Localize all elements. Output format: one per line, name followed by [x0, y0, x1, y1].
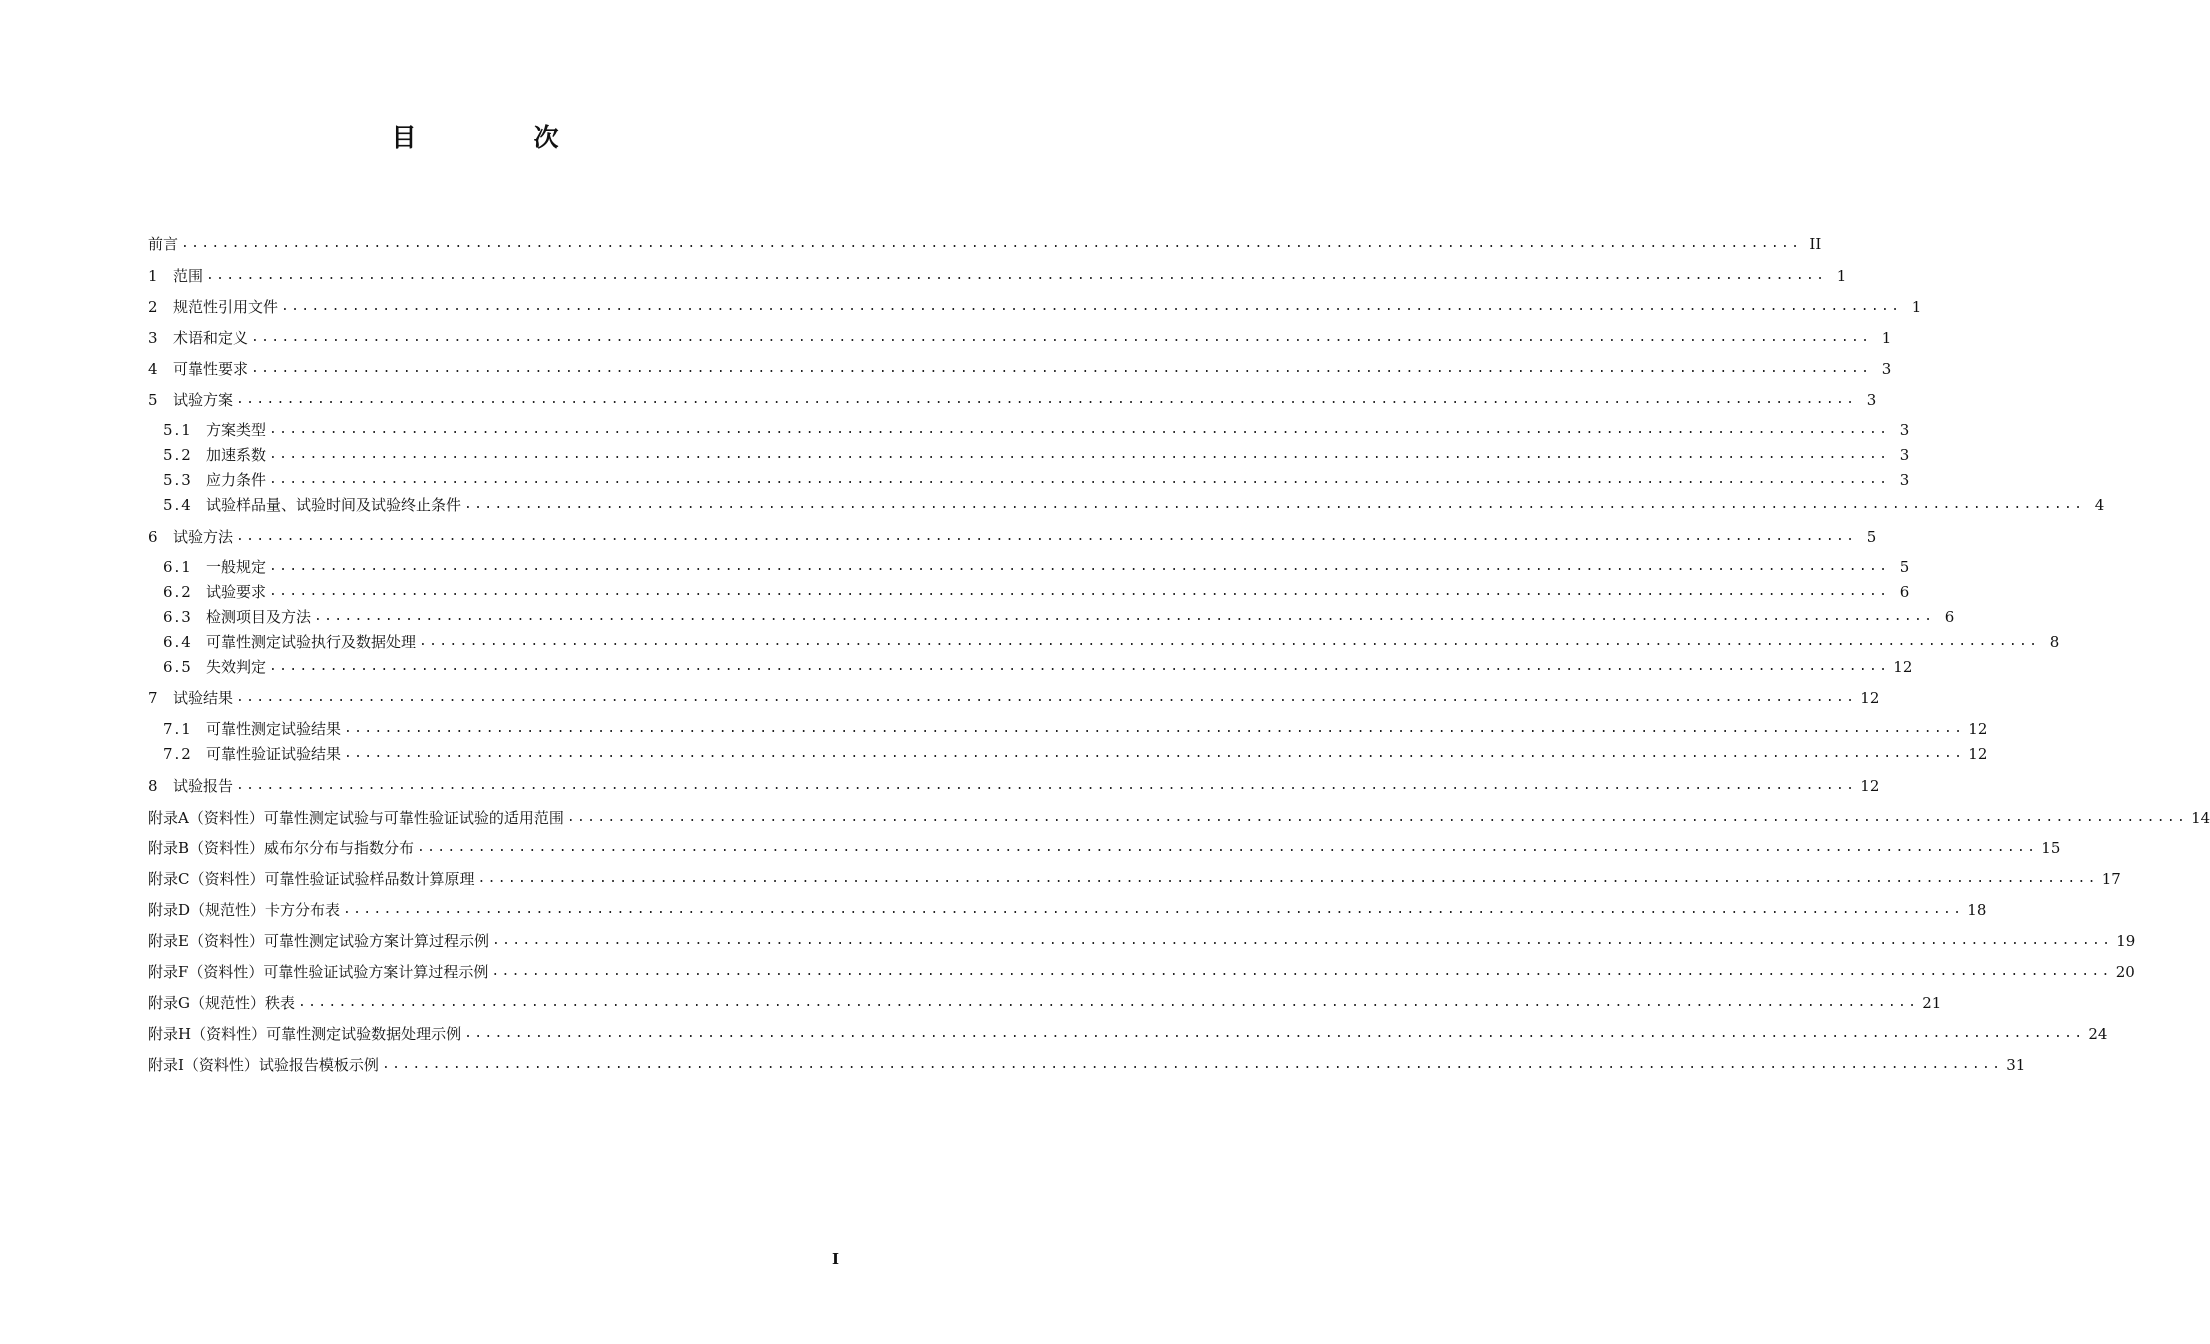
toc-entry-chapter-4[interactable]: [148, 359, 1892, 379]
toc-leader-dots: ................................................................................................................................................................: [343, 902, 1964, 917]
toc-leader-dots: ................................................................................................................................................................: [491, 933, 2113, 948]
toc-entry-appendix-g[interactable]: [148, 993, 1942, 1013]
toc-entry-appendix-d[interactable]: [148, 900, 1987, 920]
toc-entry-page: 3: [1866, 391, 1877, 409]
toc-entry-chapter-2[interactable]: [148, 297, 1922, 317]
toc-entry-section-5-1[interactable]: [163, 420, 1910, 440]
toc-leader-dots: ................................................................................................................................................................: [269, 659, 1890, 674]
toc-leader-dots: ................................................................................................................................................................: [491, 964, 2112, 979]
toc-leader-dots: ................................................................................................................................................................: [314, 609, 1935, 624]
toc-entry-foreword[interactable]: [148, 234, 1822, 254]
toc-entry-page: 3: [1881, 360, 1892, 378]
toc-entry-label: 附录G（规范性）秩表: [148, 994, 295, 1012]
toc-entry-label: 可靠性要求: [173, 360, 249, 378]
toc-leader-dots: ................................................................................................................................................................: [269, 472, 1890, 487]
toc-entry-appendix-c[interactable]: [148, 869, 2121, 889]
toc-entry-label: 一般规定: [206, 558, 267, 576]
toc-leader-dots: ................................................................................................................................................................: [181, 236, 1802, 251]
toc-entry-section-5-3[interactable]: [163, 470, 1910, 490]
toc-entry-section-6-5[interactable]: [163, 657, 1913, 677]
toc-entry-number: 6.5: [163, 658, 193, 676]
toc-entry-label: 可靠性测定试验执行及数据处理: [206, 633, 417, 651]
toc-leader-dots: ................................................................................................................................................................: [206, 268, 1827, 283]
page-title: 目 次: [391, 123, 605, 152]
toc-entry-label: 附录B（资料性）威布尔分布与指数分布: [148, 839, 415, 857]
toc-leader-dots: ................................................................................................................................................................: [269, 584, 1890, 599]
toc-entry-label: 附录F（资料性）可靠性验证试验方案计算过程示例: [148, 963, 489, 981]
toc-entry-page: 15: [2041, 839, 2061, 857]
toc-entry-page: 3: [1899, 471, 1910, 489]
toc-entry-page: II: [1809, 235, 1822, 253]
toc-leader-dots: ................................................................................................................................................................: [417, 840, 2038, 855]
toc-entry-page: 1: [1881, 329, 1892, 347]
toc-entry-page: 4: [2094, 496, 2105, 514]
toc-entry-appendix-f[interactable]: [148, 962, 2135, 982]
toc-entry-number: 5.4: [163, 496, 193, 514]
toc-entry-number: 6.2: [163, 583, 193, 601]
toc-entry-label: 范围: [173, 267, 204, 285]
toc-entry-page: 3: [1899, 446, 1910, 464]
toc-entry-page: 12: [1968, 720, 1988, 738]
toc-entry-label: 检测项目及方法: [206, 608, 312, 626]
toc-entry-page: 31: [2006, 1056, 2026, 1074]
toc-entry-section-6-1[interactable]: [163, 557, 1910, 577]
toc-leader-dots: ................................................................................................................................................................: [236, 690, 1857, 705]
toc-entry-label: 试验方案: [173, 391, 234, 409]
toc-entry-label: 试验报告: [173, 777, 234, 795]
toc-entry-number: 4: [148, 360, 160, 378]
toc-entry-label: 附录A（资料性）可靠性测定试验与可靠性验证试验的适用范围: [148, 809, 564, 827]
toc-entry-number: 7.2: [163, 745, 193, 763]
toc-entry-label: 术语和定义: [173, 329, 249, 347]
toc-entry-section-5-4[interactable]: [163, 495, 2105, 515]
toc-entry-section-6-2[interactable]: [163, 582, 1910, 602]
toc-entry-number: 6.1: [163, 558, 193, 576]
toc-entry-number: 7.1: [163, 720, 193, 738]
toc-entry-page: 17: [2101, 870, 2121, 888]
toc-leader-dots: ................................................................................................................................................................: [419, 634, 2040, 649]
toc-entry-number: 3: [148, 329, 160, 347]
toc-entry-label: 试验结果: [173, 689, 234, 707]
toc-entry-page: 12: [1968, 745, 1988, 763]
toc-entry-page: 12: [1860, 777, 1880, 795]
toc-leader-dots: ................................................................................................................................................................: [297, 995, 1919, 1010]
toc-entry-label: 附录D（规范性）卡方分布表: [148, 901, 341, 919]
toc-entry-section-7-2[interactable]: [163, 744, 1988, 764]
toc-entry-page: 12: [1893, 658, 1913, 676]
toc-entry-page: 20: [2115, 963, 2135, 981]
toc-entry-label: 附录C（资料性）可靠性验证试验样品数计算原理: [148, 870, 475, 888]
toc-entry-number: 6: [148, 528, 160, 546]
toc-entry-chapter-6[interactable]: [148, 527, 1877, 547]
toc-entry-chapter-1[interactable]: [148, 266, 1847, 286]
toc-entry-page: 6: [1944, 608, 1955, 626]
toc-entry-label: 加速系数: [206, 446, 267, 464]
toc-entry-page: 18: [1967, 901, 1987, 919]
toc-entry-number: 6.4: [163, 633, 193, 651]
toc-leader-dots: ................................................................................................................................................................: [236, 529, 1857, 544]
toc-entry-label: 试验方法: [173, 528, 234, 546]
toc-leader-dots: ................................................................................................................................................................: [477, 871, 2098, 886]
toc-leader-dots: ................................................................................................................................................................: [464, 1026, 2085, 1041]
toc-entry-appendix-b[interactable]: [148, 838, 2061, 858]
toc-entry-number: 1: [148, 267, 160, 285]
toc-entry-page: 3: [1899, 421, 1910, 439]
toc-leader-dots: ................................................................................................................................................................: [236, 778, 1857, 793]
toc-leader-dots: ................................................................................................................................................................: [344, 721, 1965, 736]
toc-entry-number: 5.1: [163, 421, 193, 439]
toc-entry-chapter-8[interactable]: [148, 776, 1880, 796]
toc-leader-dots: ................................................................................................................................................................: [269, 447, 1890, 462]
toc-entry-chapter-7[interactable]: [148, 688, 1880, 708]
toc-entry-chapter-3[interactable]: [148, 328, 1892, 348]
toc-entry-page: 1: [1911, 298, 1922, 316]
toc-entry-number: 5: [148, 391, 160, 409]
toc-entry-appendix-a[interactable]: [148, 808, 2210, 828]
toc-entry-number: 5.3: [163, 471, 193, 489]
toc-leader-dots: ................................................................................................................................................................: [464, 497, 2085, 512]
toc-entry-page: 5: [1899, 558, 1910, 576]
toc-leader-dots: ................................................................................................................................................................: [566, 810, 2188, 825]
toc-entry-section-5-2[interactable]: [163, 445, 1910, 465]
toc-leader-dots: ................................................................................................................................................................: [269, 559, 1890, 574]
toc-entry-label: 失效判定: [206, 658, 267, 676]
toc-entry-section-6-4[interactable]: [163, 632, 2060, 652]
page-number-footer: I: [832, 1250, 840, 1268]
toc-leader-dots: ................................................................................................................................................................: [381, 1057, 2003, 1072]
toc-entry-label: 附录E（资料性）可靠性测定试验方案计算过程示例: [148, 932, 489, 950]
toc-leader-dots: ................................................................................................................................................................: [251, 330, 1872, 345]
toc-leader-dots: ................................................................................................................................................................: [281, 299, 1902, 314]
toc-entry-label: 试验要求: [206, 583, 267, 601]
toc-entry-appendix-i[interactable]: [148, 1055, 2026, 1075]
toc-entry-number: 6.3: [163, 608, 193, 626]
toc-entry-page: 8: [2049, 633, 2060, 651]
toc-entry-page: 14: [2191, 809, 2210, 827]
toc-entry-number: 7: [148, 689, 160, 707]
toc-entry-page: 12: [1860, 689, 1880, 707]
toc-entry-section-6-3[interactable]: [163, 607, 1955, 627]
toc-entry-page: 1: [1836, 267, 1847, 285]
toc-leader-dots: ................................................................................................................................................................: [251, 361, 1872, 376]
toc-entry-number: 8: [148, 777, 160, 795]
toc-entry-page: 19: [2116, 932, 2136, 950]
toc-entry-page: 6: [1899, 583, 1910, 601]
toc-entry-label: 方案类型: [206, 421, 267, 439]
toc-entry-label: 可靠性测定试验结果: [206, 720, 342, 738]
toc-entry-label: 前言: [148, 235, 179, 253]
toc-entry-label: 应力条件: [206, 471, 267, 489]
toc-entry-label: 可靠性验证试验结果: [206, 745, 342, 763]
toc-entry-page: 24: [2088, 1025, 2108, 1043]
toc-entry-chapter-5[interactable]: [148, 390, 1877, 410]
toc-entry-label: 附录I（资料性）试验报告模板示例: [148, 1056, 379, 1074]
toc-leader-dots: ................................................................................................................................................................: [236, 392, 1857, 407]
toc-entry-label: 试验样品量、试验时间及试验终止条件: [206, 496, 462, 514]
toc-entry-appendix-h[interactable]: [148, 1024, 2108, 1044]
toc-entry-page: 21: [1922, 994, 1942, 1012]
toc-entry-appendix-e[interactable]: [148, 931, 2136, 951]
toc-entry-section-7-1[interactable]: [163, 719, 1988, 739]
toc-leader-dots: ................................................................................................................................................................: [269, 422, 1890, 437]
toc-entry-label: 规范性引用文件: [173, 298, 279, 316]
toc-entry-number: 5.2: [163, 446, 193, 464]
toc-entry-page: 5: [1866, 528, 1877, 546]
toc-entry-label: 附录H（资料性）可靠性测定试验数据处理示例: [148, 1025, 462, 1043]
toc-entry-number: 2: [148, 298, 160, 316]
toc-leader-dots: ................................................................................................................................................................: [344, 746, 1965, 761]
